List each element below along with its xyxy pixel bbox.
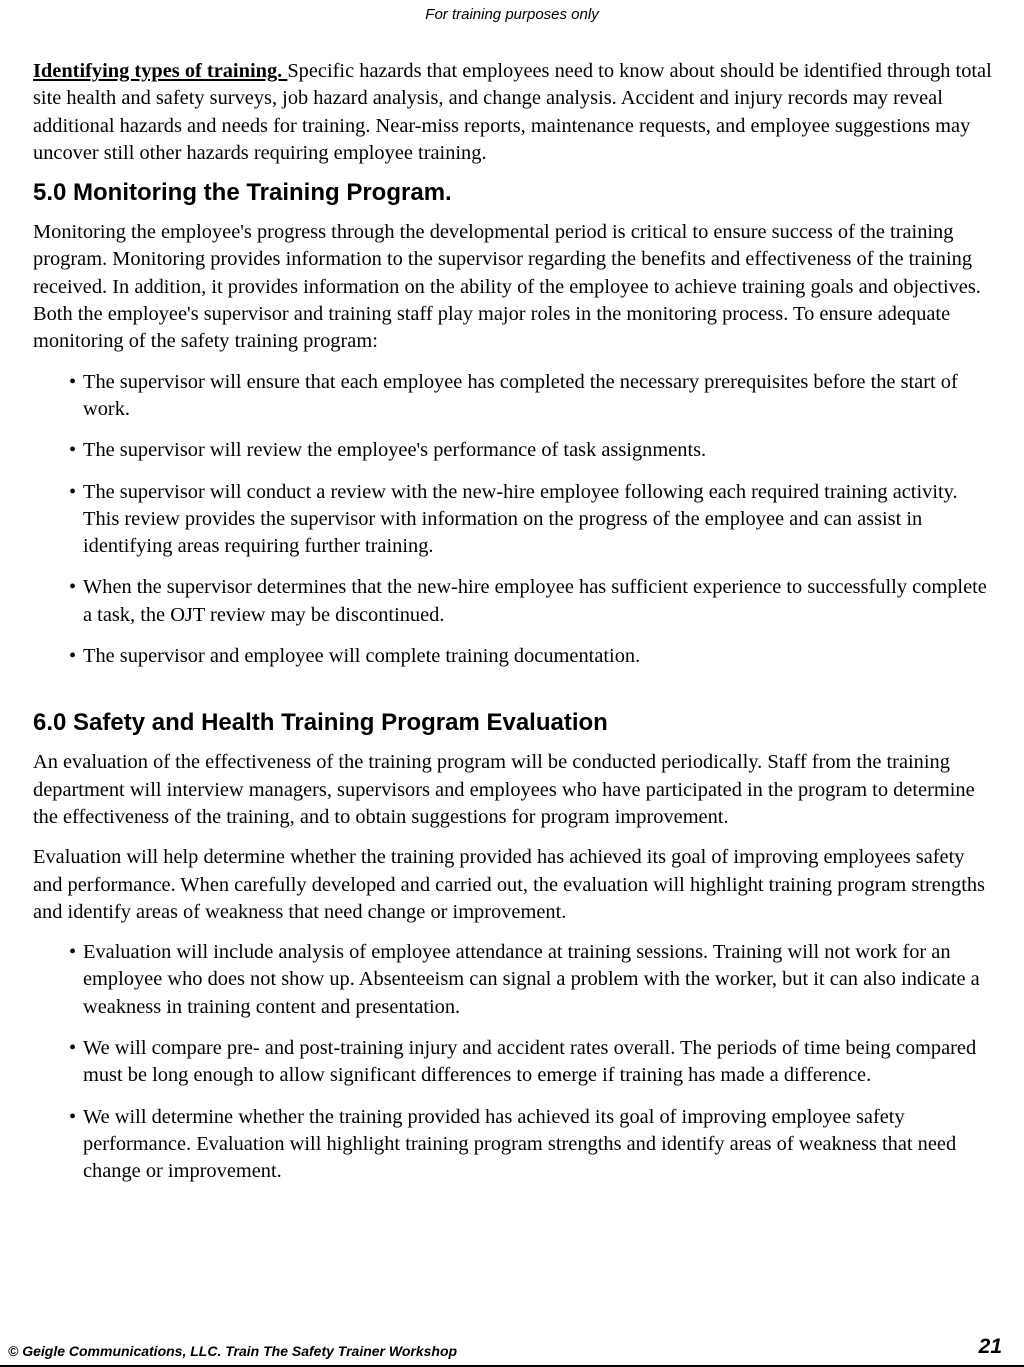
bullet-icon: • bbox=[69, 941, 77, 964]
document-body bbox=[33, 58, 993, 1200]
list-item-text: We will compare pre- and post-training injury and accident rates overall. The periods of time being compared must be long enough to allow significant differences to emerge if training has made a difference. bbox=[83, 1037, 977, 1087]
section-6-bullet-list bbox=[33, 939, 993, 1185]
list-item-text: The supervisor will review the employee's performance of task assignments. bbox=[83, 439, 707, 462]
intro-paragraph bbox=[33, 58, 993, 167]
list-item bbox=[33, 479, 993, 561]
list-item-text: We will determine whether the training provided has achieved its goal of improving employee safety performance. Evaluation will highlight training program strengths and identify areas of weakness that need change or improvement. bbox=[83, 1105, 957, 1183]
list-item bbox=[33, 643, 993, 670]
list-item-text: The supervisor and employee will complete training documentation. bbox=[83, 645, 641, 668]
list-item bbox=[33, 437, 993, 464]
bullet-icon: • bbox=[69, 480, 77, 503]
page-number: 21 bbox=[978, 1335, 1002, 1358]
section-5-bullet-list bbox=[33, 369, 993, 671]
list-item bbox=[33, 574, 993, 629]
page-footer bbox=[0, 1335, 1024, 1367]
bullet-icon: • bbox=[69, 576, 77, 599]
bullet-icon: • bbox=[69, 1037, 77, 1060]
list-item-text: The supervisor will ensure that each employee has completed the necessary prerequisites before the start of work. bbox=[83, 370, 958, 420]
section-6-heading: 6.0 Safety and Health Training Program Evaluation bbox=[33, 709, 608, 737]
bullet-icon: • bbox=[69, 439, 77, 462]
bullet-icon: • bbox=[69, 1105, 77, 1128]
list-item-text: When the supervisor determines that the new-hire employee has sufficient experience to successfully complete a task, the OJT review may be discontinued. bbox=[83, 576, 987, 626]
intro-lead: Identifying types of training. bbox=[33, 60, 288, 82]
intro-text: Specific hazards that employees need to know about should be identified through total site health and safety surveys, job hazard analysis, and change analysis. Accident and injury records may reveal additional hazards and needs for training. Near-miss reports, maintenance requests, and employee suggestions may uncover still other hazards requiring employee training. bbox=[33, 60, 992, 164]
list-item bbox=[33, 1035, 993, 1090]
list-item bbox=[33, 1104, 993, 1186]
section-5-paragraph: Monitoring the employee's progress through the developmental period is critical to ensure success of the training program. Monitoring provides information to the supervisor regarding the benefits and effectiveness of the training received. In addition, it provides information on the ability of the employee to achieve training goals and objectives. Both the employee's supervisor and training staff play major roles in the monitoring process. To ensure adequate monitoring of the safety training program: bbox=[33, 221, 981, 353]
section-5-heading: 5.0 Monitoring the Training Program. bbox=[33, 179, 452, 207]
header-note: For training purposes only bbox=[425, 6, 599, 23]
list-item-text: The supervisor will conduct a review with the new-hire employee following each required training activity. This review provides the supervisor with information on the progress of the employee and can assist in identifying areas requiring further training. bbox=[83, 480, 958, 558]
bullet-icon: • bbox=[69, 370, 77, 393]
section-6-paragraph-2: Evaluation will help determine whether the training provided has achieved its goal of improving employees safety and performance. When carefully developed and carried out, the evaluation will highlight training program strengths and identify areas of weakness that need change or improvement. bbox=[33, 846, 985, 923]
list-item-text: Evaluation will include analysis of employee attendance at training sessions. Training will not work for an employee who does not show up. Absenteeism can signal a problem with the worker, but it can also indicate a weakness in training content and presentation. bbox=[83, 941, 980, 1018]
bullet-icon: • bbox=[69, 645, 77, 668]
section-6-paragraph-1: An evaluation of the effectiveness of the training program will be conducted periodically. Staff from the training department will interview managers, supervisors and employees who have participated in the program to determine the effectiveness of the training, and to obtain suggestions for program improvement. bbox=[33, 751, 975, 828]
list-item bbox=[33, 939, 993, 1021]
list-item bbox=[33, 369, 993, 424]
footer-copyright: © Geigle Communications, LLC. Train The Safety Trainer Workshop bbox=[8, 1343, 458, 1359]
